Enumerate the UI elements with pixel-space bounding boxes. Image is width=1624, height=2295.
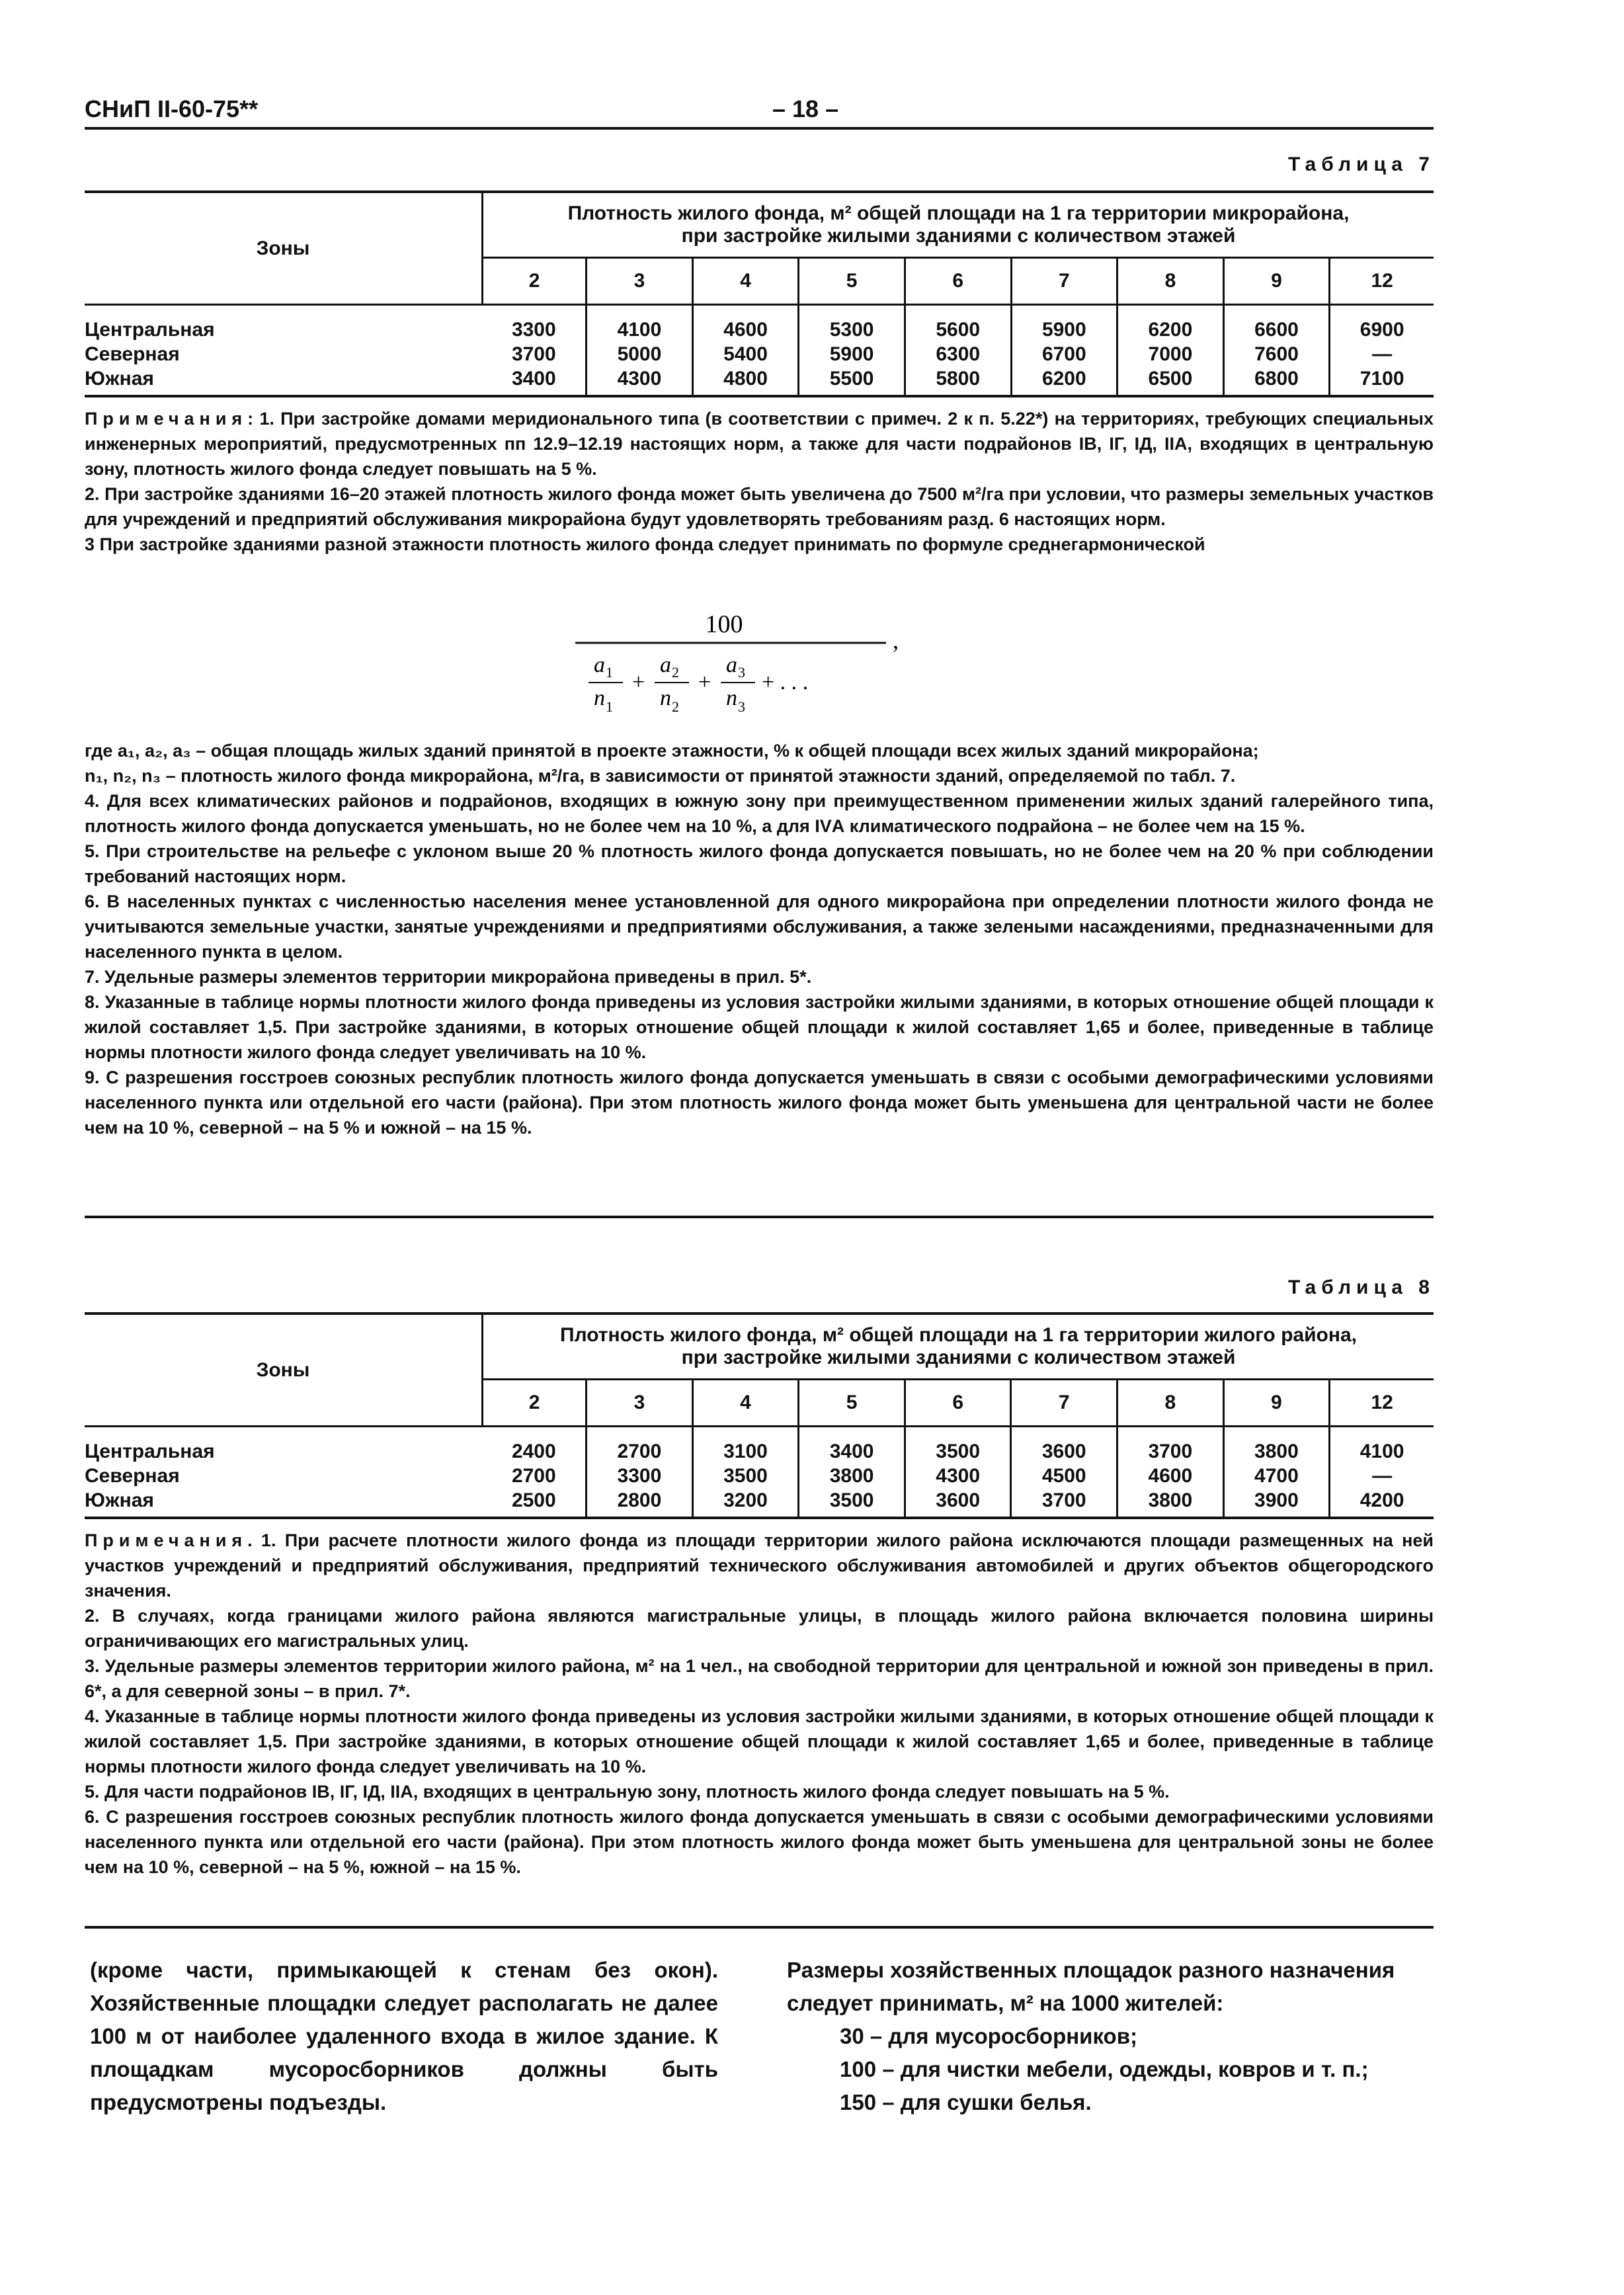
zone-central: Центральная bbox=[85, 1440, 215, 1462]
table7-cell: 6700 bbox=[1041, 343, 1086, 365]
table7-cell: 7000 bbox=[1148, 343, 1193, 365]
table7-column-7 bbox=[1011, 305, 1117, 396]
table7-cell: 4800 bbox=[723, 368, 768, 390]
table7-zones-header: Зоны bbox=[85, 192, 483, 305]
formula-numerator: 100 bbox=[705, 610, 743, 638]
note7-8: 8. Указанные в таблице нормы плотности жилого фонда приведены из условия застройки жилыми зданиями, в которых отношение общей площади к жилой составляет 1,5. При застройке зданиями, в которых отношение общей площади к жилой составляет 1,65 и более, приведенные в таблице нормы плотности жилого фонда следует увеличивать на 10 %. bbox=[85, 992, 1434, 1062]
note8-4: 4. Указанные в таблице нормы плотности жилого фонда приведены из условия застройки жилыми зданиями, в которых отношение общей площади к жилой составляет 1,5. При застройке зданиями, в которых отношение общей площади к жилой составляет 1,65 и более, приведенные в таблице нормы плотности жилого фонда следует увеличивать на 10 %. bbox=[85, 1706, 1434, 1776]
zone-central: Центральная bbox=[85, 319, 215, 341]
table7-cell: 6900 bbox=[1360, 319, 1404, 341]
note7-4: 4. Для всех климатических районов и подрайонов, входящих в южную зону при преимущественном применении жилых зданий галерейного типа, плотность жилого фонда допускается уменьшать, но не более чем на 10 %, а для IVА климатического подрайона – не более чем на 15 %. bbox=[85, 791, 1434, 836]
table7-cell: 5500 bbox=[829, 368, 874, 390]
table7-cell: 6200 bbox=[1041, 368, 1086, 390]
table8-floor-header: 12 bbox=[1330, 1380, 1434, 1427]
note7-where-a: где a₁, a₂, a₃ – общая площадь жилых зданий принятой в проекте этажности, % к общей площади всех жилых зданий микрорайона; bbox=[85, 741, 1259, 761]
table8-zones-header: Зоны bbox=[85, 1314, 483, 1427]
note8-3: 3. Удельные размеры элементов территории жилого района, м² на 1 чел., на свободной территории для центральной и южной зон приведены в прил. 6*, а для северной зоны – в прил. 7*. bbox=[85, 1656, 1434, 1701]
footer-left-column bbox=[90, 1954, 718, 2119]
table7-cell: 5900 bbox=[829, 343, 874, 365]
formula-plus-1: + bbox=[632, 670, 645, 694]
table7-group-header-line1: Плотность жилого фонда, м² общей площади на 1 га территории микрорайона, bbox=[567, 202, 1350, 224]
table7-zone-names bbox=[85, 305, 483, 396]
table8-column-6 bbox=[905, 1427, 1011, 1518]
table7-cell: 7600 bbox=[1254, 343, 1299, 365]
table8-zone-names bbox=[85, 1427, 483, 1518]
table8-column-7 bbox=[1011, 1427, 1117, 1518]
formula-n3-sub: 3 bbox=[738, 698, 745, 715]
note7-6: 6. В населенных пунктах с численностью населения менее установленной для одного микрорайона при определении плотности жилого фонда не учитываются земельные участки, занятые учреждениями и предприятиями обслуживания, а также зелеными насаждениями, предназначенными для населенного пункта в целом. bbox=[85, 892, 1434, 962]
formula-n2: n bbox=[660, 686, 671, 710]
table8-column-3 bbox=[587, 1427, 693, 1518]
footer-item: 30 – для мусоросборников; bbox=[840, 2024, 1137, 2048]
notes-title: Примечания bbox=[85, 1530, 248, 1550]
table8-cell: 3800 bbox=[829, 1465, 874, 1487]
table7-cell: 6200 bbox=[1148, 319, 1193, 341]
table8-notes bbox=[85, 1528, 1434, 1880]
note7-where-n: n₁, n₂, n₃ – плотность жилого фонда микрорайона, м²/га, в зависимости от принятой этажности зданий, определяемой по табл. 7. bbox=[85, 766, 1236, 786]
table7-cell: — bbox=[1372, 343, 1393, 365]
table7-cell: 3400 bbox=[511, 368, 556, 390]
formula-plus-2: + bbox=[698, 670, 711, 694]
table7-cell: 4600 bbox=[723, 319, 768, 341]
note7-7: 7. Удельные размеры элементов территории микрорайона приведены в прил. 5*. bbox=[85, 967, 812, 987]
table8-cell: — bbox=[1372, 1465, 1393, 1487]
table7-floor-header: 7 bbox=[1011, 258, 1117, 305]
table8-floor-header: 2 bbox=[483, 1380, 587, 1427]
table8-cell: 4200 bbox=[1360, 1489, 1404, 1511]
note8-1 bbox=[85, 1528, 1434, 1603]
table7-cell: 4300 bbox=[617, 368, 662, 390]
table8-column-5 bbox=[799, 1427, 905, 1518]
document-code: СНиП II-60-75** bbox=[85, 95, 259, 122]
table7-column-3 bbox=[587, 305, 693, 396]
table7-cell: 5800 bbox=[936, 368, 981, 390]
table8-cell: 3800 bbox=[1254, 1440, 1299, 1462]
table7-caption: Таблица 7 bbox=[1287, 153, 1435, 175]
footer-right-column bbox=[787, 1954, 1441, 2119]
footer-item: 100 – для чистки мебели, одежды, ковров и т. п.; bbox=[840, 2057, 1369, 2081]
note8-5: 5. Для части подрайонов IВ, IГ, IД, IIА, входящих в центральную зону, плотность жилого фонда следует повышать на 5 %. bbox=[85, 1782, 1170, 1802]
formula-n2-sub: 2 bbox=[672, 698, 679, 715]
formula-a3-sub: 3 bbox=[738, 664, 745, 681]
table7-cell: 7100 bbox=[1360, 368, 1404, 390]
table7-group-header-line2: при застройке жилыми зданиями с количеством этажей bbox=[681, 225, 1236, 247]
formula-n3: n bbox=[726, 686, 737, 710]
note7-3: 3 При застройке зданиями разной этажности плотность жилого фонда следует принимать по формуле среднегармонической bbox=[85, 534, 1205, 554]
table7-column-2 bbox=[483, 305, 587, 396]
table7-cell: 6600 bbox=[1254, 319, 1299, 341]
table7-column-9 bbox=[1223, 305, 1330, 396]
table8-column-12 bbox=[1330, 1427, 1434, 1518]
notes-title: Примечания bbox=[85, 409, 248, 429]
table8-cell: 3700 bbox=[1148, 1440, 1193, 1462]
formula-graphic bbox=[575, 608, 906, 728]
table8-cell: 2700 bbox=[511, 1465, 556, 1487]
table8-cell: 2400 bbox=[511, 1440, 556, 1462]
note7-2: 2. При застройке зданиями 16–20 этажей плотность жилого фонда может быть увеличена до 7500 м²/га при условии, что размеры земельных участков для учреждений и предприятий обслуживания микрорайона будут удовлетворять требованиям разд. 6 настоящих норм. bbox=[85, 484, 1434, 529]
zone-north: Северная bbox=[85, 1465, 180, 1487]
table8-column-8 bbox=[1117, 1427, 1224, 1518]
table7-floor-header: 12 bbox=[1330, 258, 1434, 305]
page-number: – 18 – bbox=[772, 95, 839, 122]
table8-cell: 3600 bbox=[1041, 1440, 1086, 1462]
table7-floor-header: 6 bbox=[905, 258, 1011, 305]
table8-cell: 2700 bbox=[617, 1440, 662, 1462]
note7-1 bbox=[85, 406, 1434, 481]
table8-column-2 bbox=[483, 1427, 587, 1518]
table8-floor-header: 6 bbox=[905, 1380, 1011, 1427]
table7-cell: 3700 bbox=[511, 343, 556, 365]
harmonic-mean-formula bbox=[575, 608, 906, 728]
formula-comma: , bbox=[893, 627, 899, 653]
table7-floor-header: 4 bbox=[692, 258, 799, 305]
formula-a1: a bbox=[594, 653, 605, 677]
formula-a3: a bbox=[726, 653, 737, 677]
table8-column-4 bbox=[692, 1427, 799, 1518]
table8-cell: 3200 bbox=[723, 1489, 768, 1511]
section-divider bbox=[85, 1926, 1434, 1929]
table7-notes-top bbox=[85, 406, 1434, 557]
table8-floor-header: 4 bbox=[692, 1380, 799, 1427]
table8-group-header bbox=[483, 1314, 1434, 1380]
table7-column-5 bbox=[799, 305, 905, 396]
table8-cell: 4100 bbox=[1360, 1440, 1404, 1462]
table7-group-header bbox=[483, 192, 1434, 258]
zone-south: Южная bbox=[85, 1489, 154, 1511]
table7-floor-header: 8 bbox=[1117, 258, 1224, 305]
formula-n1: n bbox=[594, 686, 605, 710]
table8-group-header-line1: Плотность жилого фонда, м² общей площади на 1 га территории жилого района, bbox=[560, 1324, 1357, 1346]
zone-north: Северная bbox=[85, 343, 180, 365]
table8-cell: 3700 bbox=[1041, 1489, 1086, 1511]
table8 bbox=[85, 1312, 1434, 1519]
table8-cell: 3400 bbox=[829, 1440, 874, 1462]
table7-column-12 bbox=[1330, 305, 1434, 396]
table7-notes-bottom bbox=[85, 738, 1434, 1140]
note7-9: 9. С разрешения госстроев союзных республик плотность жилого фонда допускается уменьшать в связи с особыми демографическими условиями населенного пункта или отдельной его части (района). При этом плотность жилого фонда может быть уменьшена для центральной части не более чем на 10 %, северной – на 5 % и южной – на 15 %. bbox=[85, 1067, 1434, 1138]
table8-cell: 2500 bbox=[511, 1489, 556, 1511]
table8-cell: 3800 bbox=[1148, 1489, 1193, 1511]
table7-cell: 3300 bbox=[511, 319, 556, 341]
formula-ellipsis: + . . . bbox=[762, 670, 809, 694]
table7-cell: 5300 bbox=[829, 319, 874, 341]
table8-caption: Таблица 8 bbox=[1287, 1276, 1435, 1298]
table8-floor-header: 5 bbox=[799, 1380, 905, 1427]
formula-a2-sub: 2 bbox=[672, 664, 679, 681]
table7-cell: 5600 bbox=[936, 319, 981, 341]
table8-cell: 4600 bbox=[1148, 1465, 1193, 1487]
footer-right-intro: Размеры хозяйственных площадок разного назначения следует принимать, м² на 1000 жителей: bbox=[787, 1958, 1395, 2015]
table7-floor-header: 3 bbox=[587, 258, 693, 305]
table7-cell: 5900 bbox=[1041, 319, 1086, 341]
formula-a2: a bbox=[660, 653, 671, 677]
table7-cell: 5400 bbox=[723, 343, 768, 365]
table7-floor-header: 5 bbox=[799, 258, 905, 305]
table8-group-header-line2: при застройке жилыми зданиями с количеством этажей bbox=[681, 1347, 1236, 1368]
table8-column-9 bbox=[1223, 1427, 1330, 1518]
formula-n1-sub: 1 bbox=[606, 698, 613, 715]
table7 bbox=[85, 190, 1434, 397]
page-header bbox=[85, 93, 1434, 130]
note8-1-text: . 1. При расчете плотности жилого фонда из площади территории жилого района исключаются площади размещенных на ней участков учреждений и предприятий обслуживания, предприятий технического обслуживания автомобилей и других объектов общегородского значения. bbox=[85, 1530, 1434, 1601]
table8-cell: 4300 bbox=[936, 1465, 981, 1487]
table7-column-8 bbox=[1117, 305, 1224, 396]
note7-5: 5. При строительстве на рельефе с уклоном выше 20 % плотность жилого фонда допускается повышать, но не более чем на 20 % при соблюдении требований настоящих норм. bbox=[85, 841, 1434, 886]
table7-column-6 bbox=[905, 305, 1011, 396]
table8-floor-header: 9 bbox=[1223, 1380, 1330, 1427]
zone-south: Южная bbox=[85, 368, 154, 390]
table7-floor-header: 9 bbox=[1223, 258, 1330, 305]
table8-floor-header: 8 bbox=[1117, 1380, 1224, 1427]
table7-column-4 bbox=[692, 305, 799, 396]
table8-cell: 3900 bbox=[1254, 1489, 1299, 1511]
table8-cell: 3300 bbox=[617, 1465, 662, 1487]
footer-item: 150 – для сушки белья. bbox=[840, 2090, 1092, 2114]
section-divider bbox=[85, 1216, 1434, 1218]
table8-floor-header: 3 bbox=[587, 1380, 693, 1427]
table8-cell: 4500 bbox=[1041, 1465, 1086, 1487]
footer-left-text: (кроме части, примыкающей к стенам без окон). Хозяйственные площадки следует располагать не далее 100 м от наиболее удаленного входа в жилое здание. К площадкам мусоросборников должны быть предусмотрены подъезды. bbox=[90, 1958, 718, 2114]
formula-a1-sub: 1 bbox=[606, 664, 613, 681]
table7-cell: 5000 bbox=[617, 343, 662, 365]
table8-cell: 3100 bbox=[723, 1440, 768, 1462]
table7-cell: 4100 bbox=[617, 319, 662, 341]
note8-6: 6. С разрешения госстроев союзных республик плотность жилого фонда допускается уменьшать в связи с особыми демографическими условиями населенного пункта или отдельной его части (района). При этом плотность жилого фонда может быть уменьшена для центральной зоны не более чем на 10 %, северной – на 5 %, южной – на 15 %. bbox=[85, 1807, 1434, 1877]
table7-cell: 6500 bbox=[1148, 368, 1193, 390]
table8-cell: 3500 bbox=[723, 1465, 768, 1487]
note7-1-text: : 1. При застройке домами меридионального типа (в соответствии с примеч. 2 к п. 5.22*) на территориях, требующих специальных инженерных мероприятий, предусмотренных пп 12.9–12.19 настоящих норм, а также для части подрайонов IВ, IГ, IД, IIА, входящих в центральную зону, плотность жилого фонда следует повышать на 5 %. bbox=[85, 409, 1434, 479]
table7-floor-header: 2 bbox=[483, 258, 587, 305]
table7-cell: 6300 bbox=[936, 343, 981, 365]
table8-cell: 3500 bbox=[936, 1440, 981, 1462]
table8-cell: 3600 bbox=[936, 1489, 981, 1511]
table8-cell: 2800 bbox=[617, 1489, 662, 1511]
note8-2: 2. В случаях, когда границами жилого района являются магистральные улицы, в площадь жилого района включается половина ширины ограничивающих его магистральных улиц. bbox=[85, 1606, 1434, 1651]
table8-cell: 3500 bbox=[829, 1489, 874, 1511]
table7-cell: 6800 bbox=[1254, 368, 1299, 390]
table8-floor-header: 7 bbox=[1011, 1380, 1117, 1427]
table8-cell: 4700 bbox=[1254, 1465, 1299, 1487]
